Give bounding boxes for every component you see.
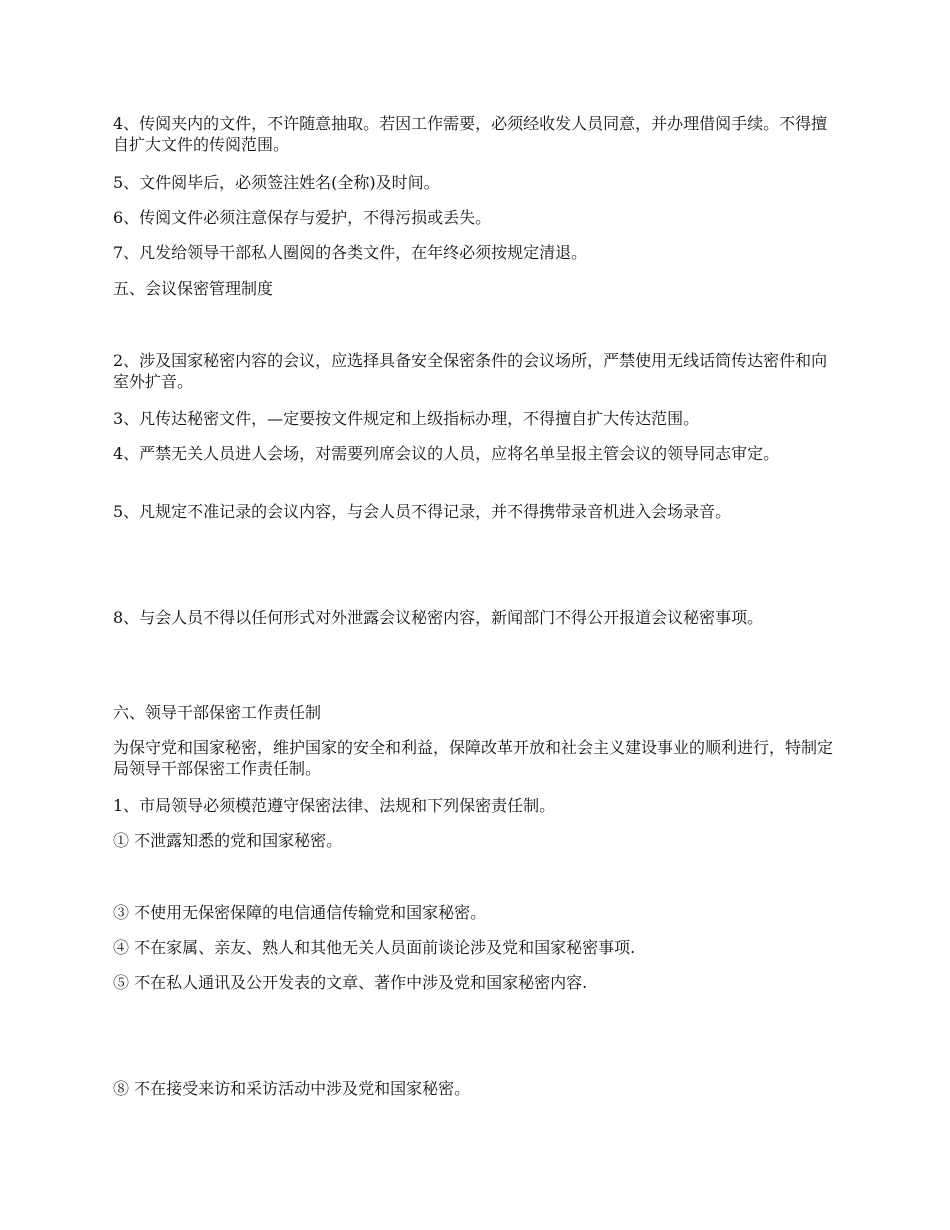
list-item-circled-4: ④ 不在家属、亲友、熟人和其他无关人员面前谈论涉及党和国家秘密事项. (113, 938, 636, 957)
section-heading-leader-responsibility: 六、领导干部保密工作责任制 (113, 703, 322, 722)
list-item-circled-5: ⑤ 不在私人通讯及公开发表的文章、著作中涉及党和国家秘密内容. (113, 973, 588, 992)
paragraph-circulation-rule-6: 6、传阅文件必须注意保存与爱护，不得污损或丢失。 (113, 208, 492, 227)
list-item-circled-1: ① 不泄露知悉的党和国家秘密。 (113, 831, 343, 850)
list-item-circled-3: ③ 不使用无保密保障的电信通信传输党和国家秘密。 (113, 903, 487, 922)
paragraph-circulation-rule-5: 5、文件阅毕后，必须签注姓名(全称)及时间。 (113, 173, 440, 192)
paragraph-circulation-rule-4: 4、传阅夹内的文件，不许随意抽取。若因工作需要，必须经收发人员同意，并办理借阅手续。不得擅自扩大文件的传阅范围。 (113, 114, 828, 154)
paragraph-meeting-rule-2: 2、涉及国家秘密内容的会议，应选择具备安全保密条件的会议场所，严禁使用无线话筒传达密件和向室外扩音。 (113, 351, 828, 391)
paragraph-meeting-rule-3: 3、凡传达秘密文件，—定要按文件规定和上级指标办理，不得擅自扩大传达范围。 (113, 409, 700, 428)
list-item-circled-8: ⑧ 不在接受来访和采访活动中涉及党和国家秘密。 (113, 1079, 471, 1098)
paragraph-circulation-rule-7: 7、凡发给领导干部私人圈阅的各类文件，在年终必须按规定清退。 (113, 243, 588, 262)
paragraph-responsibility-intro: 为保守党和国家秘密，维护国家的安全和利益，保障改革开放和社会主义建设事业的顺利进行，特制定局领导干部保密工作责任制。 (113, 738, 834, 778)
paragraph-meeting-rule-5: 5、凡规定不准记录的会议内容，与会人员不得记录，并不得携带录音机进入会场录音。 (113, 502, 732, 521)
paragraph-responsibility-rule-1: 1、市局领导必须模范遵守保密法律、法规和下列保密责任制。 (113, 796, 556, 815)
section-heading-meeting-secrecy: 五、会议保密管理制度 (113, 279, 274, 298)
paragraph-meeting-rule-4: 4、严禁无关人员进人会场，对需要列席会议的人员，应将名单呈报主管会议的领导同志审定。 (113, 444, 780, 463)
paragraph-meeting-rule-8: 8、与会人员不得以任何形式对外泄露会议秘密内容，新闻部门不得公开报道会议秘密事项。 (113, 608, 764, 627)
